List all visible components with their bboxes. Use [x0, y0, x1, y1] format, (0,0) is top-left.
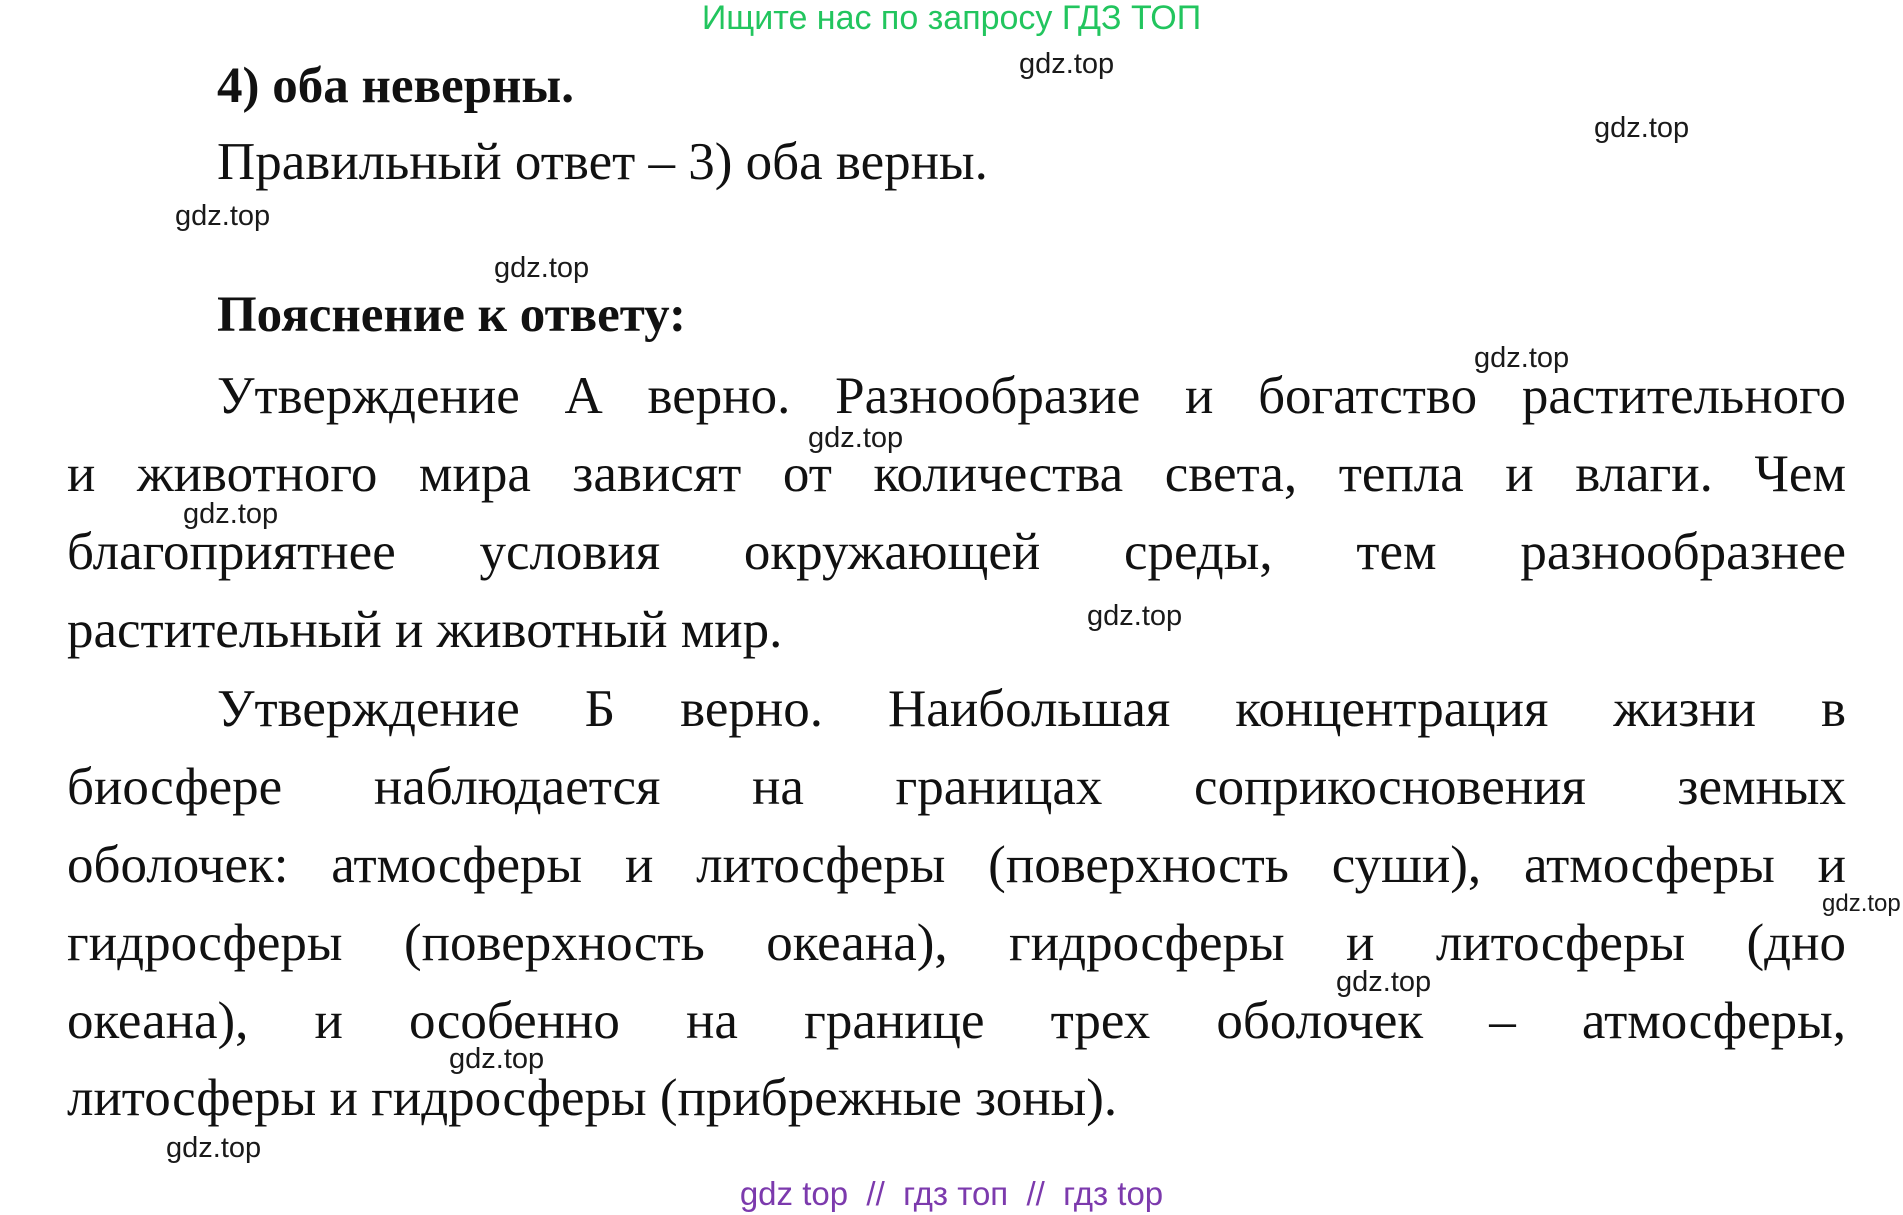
correct-answer: Правильный ответ – 3) оба верны.	[217, 133, 988, 191]
paragraph-b-line: биосфере наблюдается на границах соприкосновения земных	[67, 758, 1846, 816]
watermark: gdz.top	[166, 1132, 262, 1164]
watermark: gdz.top	[1594, 112, 1690, 144]
paragraph-b-line: литосферы и гидросферы (прибрежные зоны).	[67, 1069, 1118, 1127]
paragraph-a-line: благоприятнее условия окружающей среды, тем разнообразнее	[67, 523, 1846, 581]
paragraph-a-line: растительный и животный мир.	[67, 601, 783, 659]
watermark: gdz.top	[1019, 48, 1115, 80]
paragraph-b-line: гидросферы (поверхность океана), гидросферы и литосферы (дно	[67, 914, 1846, 972]
paragraph-a-line: Утверждение А верно. Разнообразие и богатство растительного	[217, 367, 1846, 425]
explanation-heading: Пояснение к ответу:	[217, 287, 686, 343]
paragraph-a-line: и животного мира зависят от количества света, тепла и влаги. Чем	[67, 445, 1846, 503]
footer-links: gdz top // гдз топ // гдз top	[739, 1175, 1164, 1212]
watermark: gdz.top	[1336, 966, 1432, 998]
watermark: gdz.top	[449, 1043, 545, 1075]
watermark: gdz.top	[175, 200, 271, 232]
watermark: gdz.top	[808, 422, 904, 454]
watermark: gdz.top	[183, 498, 279, 530]
watermark: gdz.top	[1822, 890, 1901, 917]
watermark: gdz.top	[1474, 342, 1570, 374]
paragraph-b-line: Утверждение Б верно. Наибольшая концентрация жизни в	[217, 680, 1846, 738]
paragraph-b-line: океана), и особенно на границе трех оболочек – атмосферы,	[67, 992, 1846, 1050]
option-4: 4) оба неверны.	[217, 58, 574, 114]
paragraph-b-line: оболочек: атмосферы и литосферы (поверхность суши), атмосферы и	[67, 836, 1846, 894]
watermark: gdz.top	[494, 252, 590, 284]
search-hint-banner: Ищите нас по запросу ГДЗ ТОП	[701, 0, 1202, 37]
watermark: gdz.top	[1087, 600, 1183, 632]
